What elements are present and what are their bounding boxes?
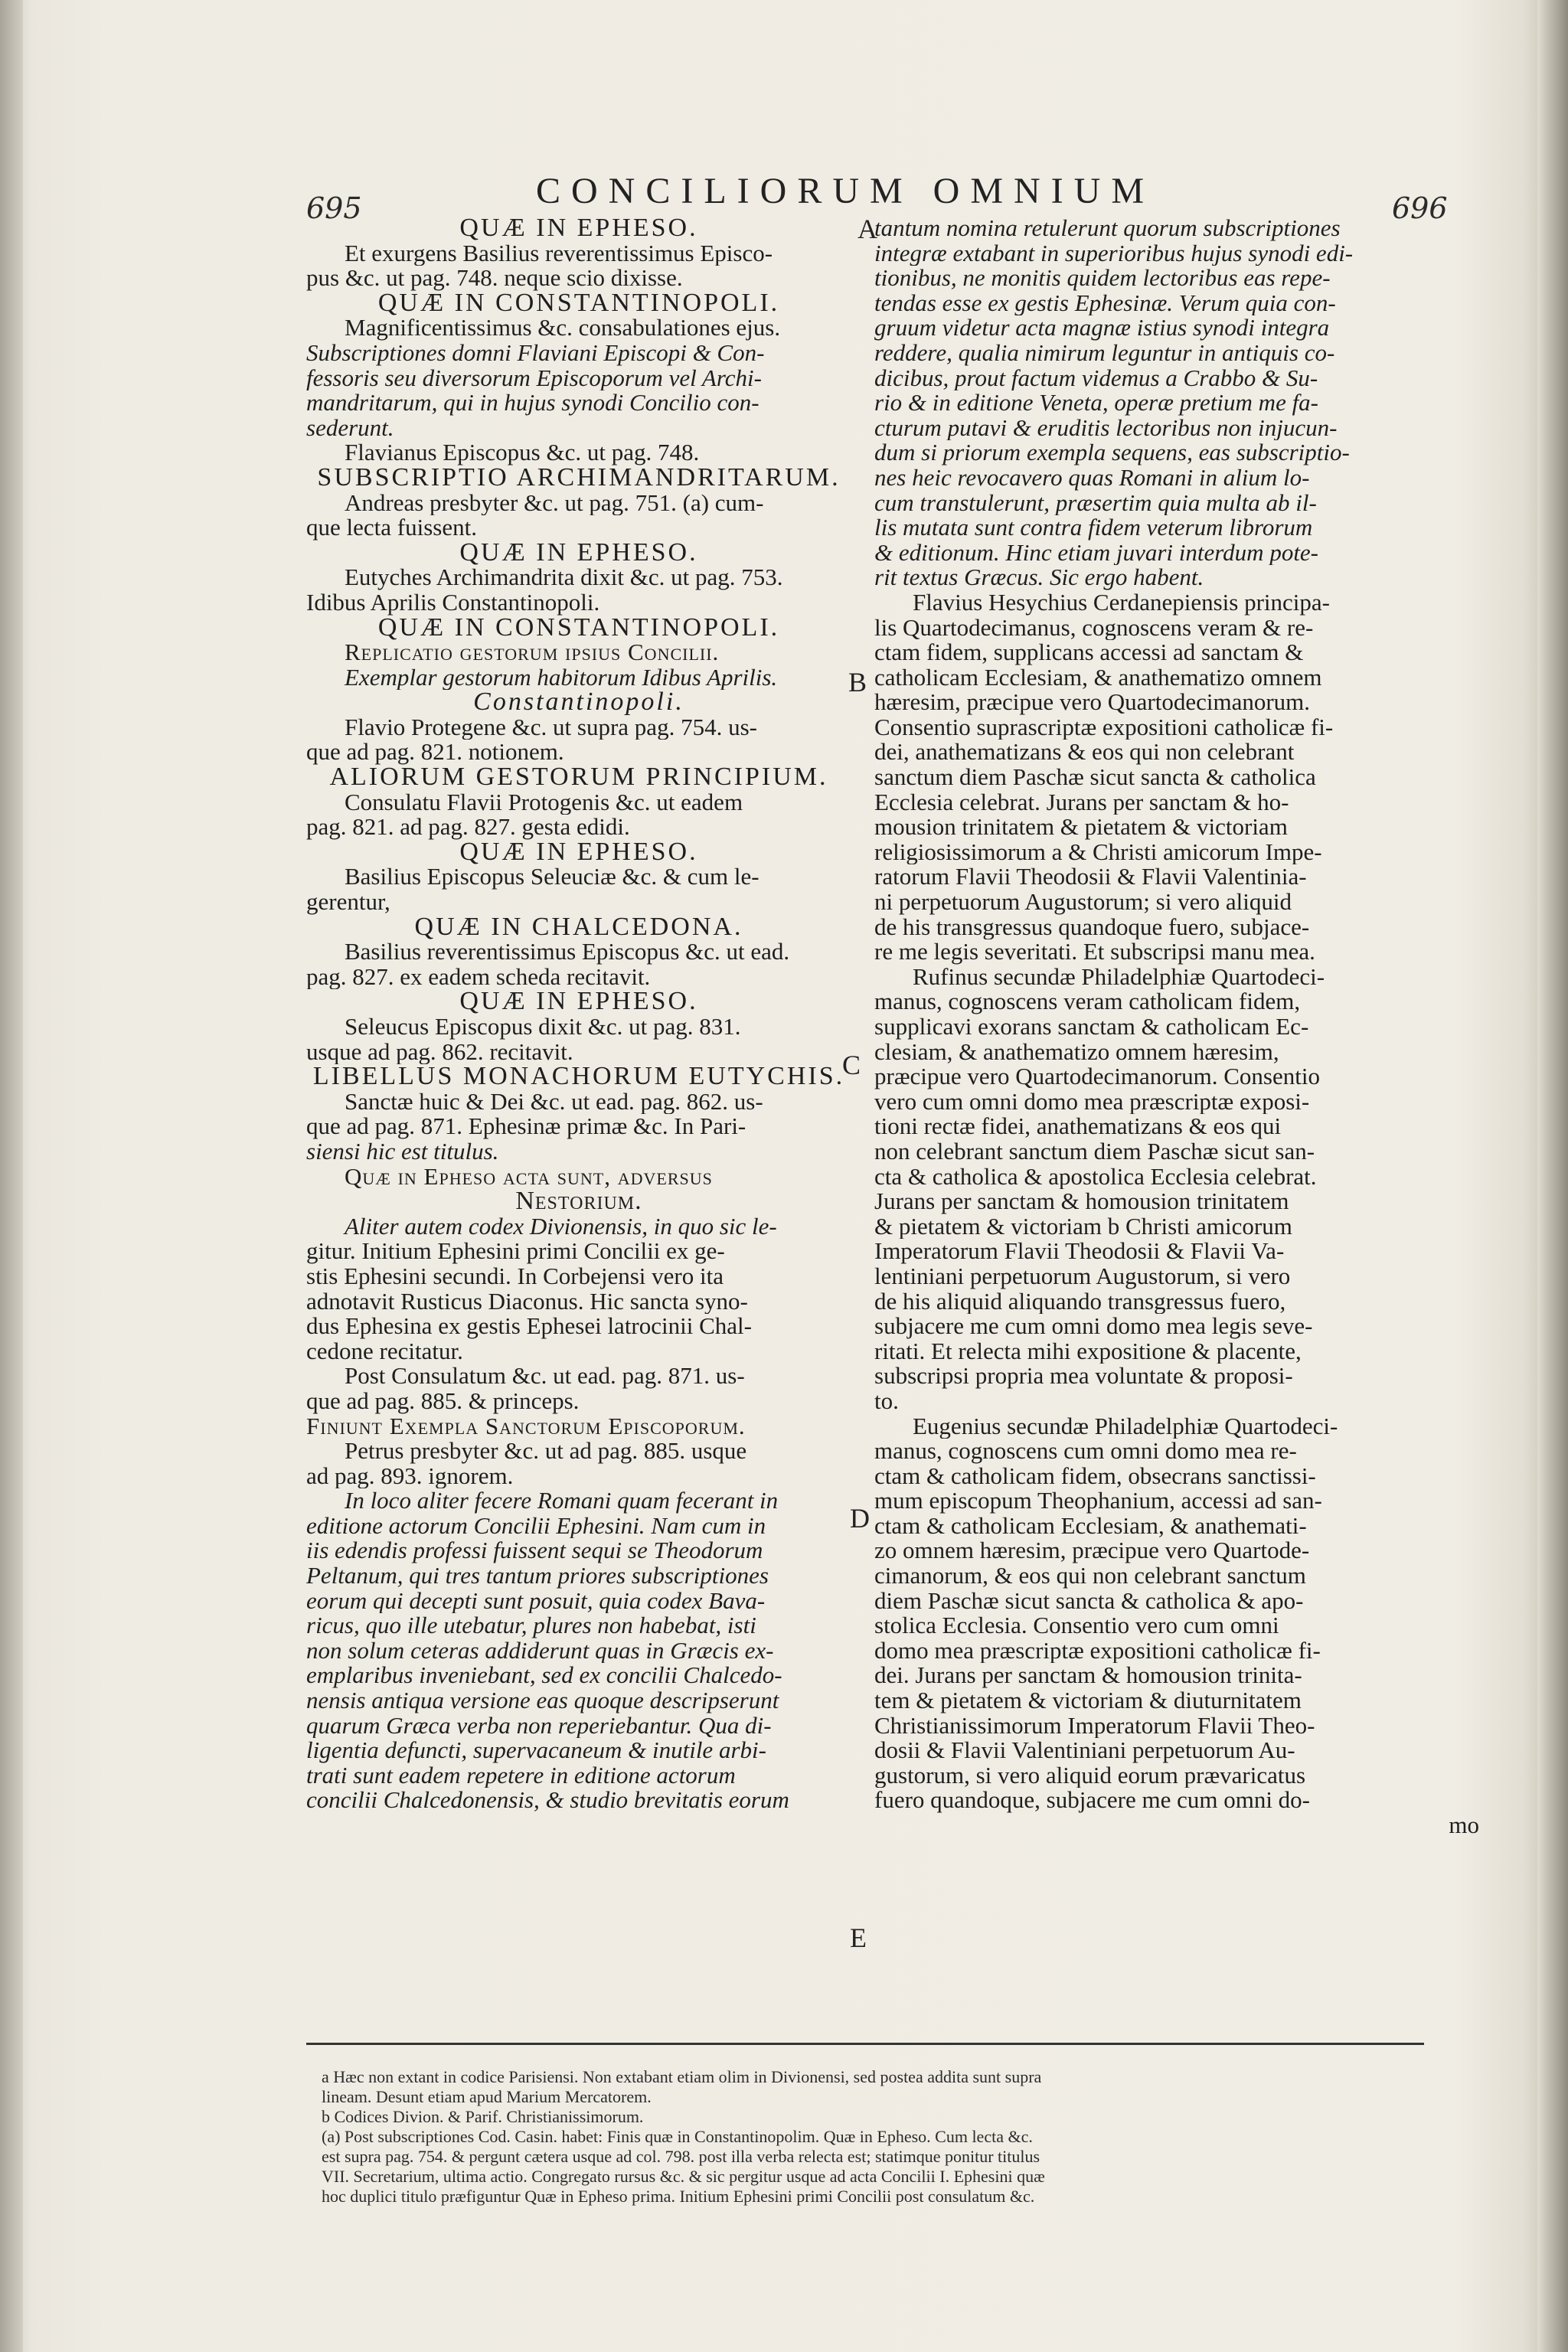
- text-line: Aliter autem codex Divionensis, in quo sic le-: [345, 1214, 777, 1240]
- footnote-line: (a) Post subscriptiones Cod. Casin. habet: Finis quæ in Constantinopolim. Quæ in Epheso. Cum lecta &c.: [322, 2127, 1033, 2146]
- text-line: usque ad pag. 862. recitavit.: [306, 1039, 573, 1065]
- text-line: Peltanum, qui tres tantum priores subscriptiones: [306, 1563, 769, 1589]
- text-line: Finiunt Exempla Sanctorum Episcoporum.: [306, 1413, 746, 1439]
- text-line: dicibus, prout factum videmus a Crabbo & Su-: [874, 365, 1318, 391]
- text-line: pag. 827. ex eadem scheda recitavit.: [306, 964, 651, 990]
- text-line: gruum videtur acta magnæ istius synodi integra: [874, 315, 1330, 341]
- text-line: lis Quartodecimanus, cognoscens veram & re-: [874, 615, 1314, 641]
- text-line: reddere, qualia nimirum leguntur in antiquis co-: [874, 340, 1335, 366]
- text-line: sanctum diem Paschæ sicut sancta & catholica: [874, 765, 1316, 790]
- text-line: Basilius reverentissimus Episcopus &c. ut ead.: [345, 939, 790, 965]
- section-heading: Constantinopoli.: [473, 690, 684, 715]
- text-line: tioni rectæ fidei, anathematizans & eos qui: [874, 1114, 1282, 1139]
- section-heading: QUÆ IN EPHESO.: [459, 839, 698, 865]
- text-line: Jurans per sanctam & homousion trinitatem: [874, 1189, 1289, 1214]
- text-line: manus, cognoscens cum omni domo mea re-: [874, 1439, 1297, 1464]
- section-heading: QUÆ IN EPHESO.: [459, 989, 698, 1014]
- text-line: que ad pag. 871. Ephesinæ primæ &c. In Pari-: [306, 1114, 746, 1139]
- text-line: ad pag. 893. ignorem.: [306, 1463, 514, 1489]
- section-heading: QUÆ IN CHALCEDONA.: [414, 914, 743, 940]
- text-line: mousion trinitatem & pietatem & victoriam: [874, 815, 1288, 840]
- text-line: ctam fidem, supplicans accessi ad sanctam &: [874, 640, 1304, 665]
- text-line: Rufinus secundæ Philadelphiæ Quartodeci-: [913, 964, 1325, 990]
- text-line: Basilius Episcopus Seleuciæ &c. & cum le-: [345, 864, 760, 890]
- text-line: Christianissimorum Imperatorum Flavii Theo-: [874, 1713, 1315, 1739]
- text-line: cimanorum, & eos qui non celebrant sanctum: [874, 1563, 1306, 1589]
- text-line: Post Consulatum &c. ut ead. pag. 871. us-: [345, 1364, 745, 1389]
- text-line: non celebrant sanctum diem Paschæ sicut san-: [874, 1138, 1315, 1165]
- text-line: Magnificentissimus &c. consabulationes ejus.: [345, 315, 781, 341]
- section-heading: QUÆ IN CONSTANTINOPOLI.: [377, 615, 780, 641]
- text-line: concilii Chalcedonensis, & studio brevitatis eorum: [306, 1788, 789, 1813]
- text-line: In loco aliter fecere Romani quam fecerant in: [345, 1488, 779, 1514]
- text-line: que ad pag. 821. notionem.: [306, 740, 564, 766]
- text-line: Quæ in Epheso acta sunt, adversus: [345, 1164, 713, 1190]
- footnote-rule: [306, 2043, 1424, 2045]
- text-line: subscripsi propria mea voluntate & proposi-: [874, 1364, 1293, 1389]
- text-line: præcipue vero Quartodecimanorum. Consentio: [874, 1064, 1320, 1089]
- footnotes: [322, 2067, 1432, 2207]
- text-line: emplaribus inveniebant, sed ex concilii Chalcedo-: [306, 1663, 782, 1689]
- text-line: tendas esse ex gestis Ephesinæ. Verum quia con-: [874, 290, 1336, 316]
- text-line: sederunt.: [306, 415, 394, 441]
- footnote-line: VII. Secretarium, ultima actio. Congregato rursus &c. & sic pergitur usque ad acta Concilii I. Ephesini quæ: [322, 2167, 1045, 2186]
- text-line: Consentio suprascriptæ expositioni catholicæ fi-: [874, 714, 1334, 740]
- text-line: manus, cognoscens veram catholicam fidem,: [874, 989, 1301, 1014]
- text-line: tem & pietatem & victoriam & diuturnitatem: [874, 1688, 1302, 1713]
- section-heading: QUÆ IN EPHESO.: [459, 540, 698, 566]
- text-line: zo omnem hæresim, præcipue vero Quartode-: [874, 1538, 1310, 1564]
- text-line: cta & catholica & apostolica Ecclesia celebrat.: [874, 1164, 1317, 1190]
- text-line: non solum ceteras addiderunt quas in Græcis ex-: [306, 1638, 774, 1664]
- text-line: cum transtulerunt, præsertim quia multa ab il-: [874, 490, 1317, 516]
- text-line: Imperatorum Flavii Theodosii & Flavii Va-: [874, 1239, 1285, 1264]
- text-line: nensis antiqua versione eas quoque descripserunt: [306, 1688, 779, 1713]
- footnote-line: hoc duplici titulo præfiguntur Quæ in Epheso prima. Initium Ephesini primi Concilii post consulatum &c.: [322, 2187, 1035, 2206]
- text-line: ctam & catholicam Ecclesiam, & anathemati-: [874, 1513, 1307, 1539]
- text-line: gitur. Initium Ephesini primi Concilii ex ge-: [306, 1239, 725, 1264]
- text-line: que ad pag. 885. & princeps.: [306, 1388, 580, 1414]
- text-line: to.: [874, 1388, 899, 1414]
- text-line: ritati. Et relecta mihi expositione & placente,: [874, 1338, 1302, 1364]
- text-line: dei. Jurans per sanctam & homousion trinita-: [874, 1663, 1302, 1689]
- text-line: Flavio Protegene &c. ut supra pag. 754. us-: [345, 714, 757, 740]
- text-line: Eugenius secundæ Philadelphiæ Quartodeci-: [913, 1413, 1338, 1439]
- text-line: Flavianus Episcopus &c. ut pag. 748.: [345, 440, 700, 466]
- text-line: rio & in editione Veneta, operæ pretium me fa-: [874, 390, 1319, 416]
- text-line: dum si priorum exempla sequens, eas subscriptio-: [874, 440, 1350, 466]
- text-line: & pietatem & victoriam b Christi amicorum: [874, 1214, 1292, 1240]
- text-line: ni perpetuorum Augustorum; si vero aliquid: [874, 890, 1292, 915]
- text-line: tionibus, ne monitis quidem lectoribus eas repe-: [874, 266, 1331, 291]
- text-line: fuero quandoque, subjacere me cum omni do-: [874, 1788, 1311, 1813]
- text-line: de his aliquid aliquando transgressus fuero,: [874, 1289, 1286, 1315]
- text-line: tantum nomina retulerunt quorum subscriptiones: [874, 216, 1341, 241]
- text-line: Replicatio gestorum ipsius Concilii.: [345, 640, 720, 665]
- margin-letter-c: C: [842, 1050, 861, 1080]
- text-line: cturum putavi & eruditis lectoribus non injucun-: [874, 415, 1338, 441]
- text-line: Consulatu Flavii Protogenis &c. ut eadem: [345, 789, 743, 815]
- text-line: ctam & catholicam fidem, obsecrans sanctissi-: [874, 1463, 1316, 1489]
- text-line: iis edendis professi fuissent sequi se Theodorum: [306, 1538, 763, 1564]
- text-line: re me legis severitati. Et subscripsi manu mea.: [874, 939, 1315, 965]
- text-line: lis mutata sunt contra fidem veterum librorum: [874, 515, 1313, 541]
- footnote-line: a Hæc non extant in codice Parisiensi. Non extabant etiam olim in Divionensi, sed postea addita sunt supra: [322, 2067, 1042, 2086]
- text-line: Idibus Aprilis Constantinopoli.: [306, 590, 600, 616]
- running-head: CONCILIORUM OMNIUM: [536, 171, 1155, 211]
- text-line: religiosissimorum a & Christi amicorum Impe-: [874, 839, 1322, 865]
- text-line: editione actorum Concilii Ephesini. Nam cum in: [306, 1513, 766, 1539]
- text-line: Eutyches Archimandrita dixit &c. ut pag. 753.: [345, 565, 783, 590]
- section-heading: SUBSCRIPTIO ARCHIMANDRITARUM.: [317, 465, 841, 491]
- text-line: rit textus Græcus. Sic ergo habent.: [874, 565, 1204, 590]
- left-column: [306, 216, 851, 1813]
- text-line: fessoris seu diversorum Episcoporum vel Archi-: [306, 365, 762, 391]
- text-line: diem Paschæ sicut sancta & catholica & apo-: [874, 1588, 1304, 1614]
- section-heading: QUÆ IN EPHESO.: [459, 216, 698, 241]
- text-line: ratorum Flavii Theodosii & Flavii Valentinia-: [874, 864, 1307, 890]
- text-line: quarum Græca verba non reperiebantur. Qua di-: [306, 1713, 772, 1739]
- text-line: clesiam, & anathematizo omnem hæresim,: [874, 1039, 1279, 1065]
- text-line: dei, anathematizans & eos qui non celebrant: [874, 740, 1295, 766]
- text-line: mandritarum, qui in hujus synodi Concilio con-: [306, 390, 760, 416]
- text-line: trati sunt eadem repetere in editione actorum: [306, 1762, 736, 1788]
- text-line: que lecta fuissent.: [306, 515, 477, 541]
- text-line: gustorum, si vero aliquid eorum prævaricatus: [874, 1762, 1306, 1788]
- text-line: subjacere me cum omni domo mea legis seve-: [874, 1314, 1313, 1339]
- text-line: de his transgressus quandoque fuero, subjace-: [874, 914, 1310, 940]
- text-line: ligentia defuncti, supervacaneum & inutile arbi-: [306, 1738, 766, 1763]
- text-line: stolica Ecclesia. Consentio vero cum omni: [874, 1613, 1279, 1638]
- right-page-number: 696: [1392, 191, 1448, 225]
- text-line: integræ extabant in superioribus hujus synodi edi-: [874, 240, 1354, 266]
- text-line: ricus, quo ille utebatur, plures non habebat, isti: [306, 1613, 756, 1638]
- text-line: Ecclesia celebrat. Jurans per sanctam & ho-: [874, 789, 1289, 815]
- text-line: adnotavit Rusticus Diaconus. Hic sancta syno-: [306, 1289, 748, 1315]
- text-line: dus Ephesina ex gestis Ephesei latrocinii Chal-: [306, 1314, 752, 1339]
- text-line: pag. 821. ad pag. 827. gesta edidi.: [306, 815, 630, 840]
- text-line: supplicavi exorans sanctam & catholicam Ec-: [874, 1014, 1309, 1040]
- right-column: [874, 216, 1479, 1838]
- text-line: Andreas presbyter &c. ut pag. 751. (a) cum-: [345, 490, 764, 516]
- section-heading: Nestorium.: [515, 1189, 642, 1214]
- text-line: Et exurgens Basilius reverentissimus Episco-: [345, 240, 773, 266]
- text-line: Petrus presbyter &c. ut ad pag. 885. usque: [345, 1439, 747, 1464]
- text-line: dosii & Flavii Valentiniani perpetuorum Au-: [874, 1738, 1295, 1763]
- footnote-line: lineam. Desunt etiam apud Marium Mercatorem.: [322, 2087, 652, 2106]
- text-line: hæresim, præcipue vero Quartodecimanorum.: [874, 690, 1311, 715]
- text-line: Subscriptiones domni Flaviani Episcopi & Con-: [306, 340, 765, 366]
- margin-letter-d: D: [850, 1503, 870, 1534]
- text-line: & editionum. Hinc etiam juvari interdum pote-: [874, 540, 1319, 566]
- text-line: stis Ephesini secundi. In Corbejensi vero ita: [306, 1263, 724, 1289]
- footnote-line: est supra pag. 754. & pergunt cætera usque ad col. 798. post illa verba relecta est; statimque ponitur titulus: [322, 2147, 1040, 2166]
- text-line: eorum qui decepti sunt posuit, quia codex Bava-: [306, 1588, 766, 1614]
- text-line: domo mea præscriptæ expositioni catholicæ fi-: [874, 1638, 1321, 1664]
- text-line: Exemplar gestorum habitorum Idibus Aprilis.: [345, 665, 778, 691]
- text-line: nes heic revocavero quas Romani in alium lo-: [874, 465, 1310, 491]
- text-line: siensi hic est titulus.: [306, 1138, 499, 1165]
- text-line: Seleucus Episcopus dixit &c. ut pag. 831.: [345, 1014, 741, 1040]
- left-page-number: 695: [306, 191, 362, 225]
- section-heading: QUÆ IN CONSTANTINOPOLI.: [377, 290, 780, 316]
- text-line: vero cum omni domo mea præscriptæ exposi-: [874, 1089, 1310, 1115]
- text-line: mum episcopum Theophanium, accessi ad san-: [874, 1488, 1322, 1514]
- text-line: catholicam Ecclesiam, & anathematizo omnem: [874, 665, 1322, 691]
- margin-letter-e: E: [850, 1922, 867, 1953]
- text-line: gerentur,: [306, 890, 390, 915]
- section-heading: ALIORUM GESTORUM PRINCIPIUM.: [329, 765, 828, 790]
- text-line: pus &c. ut pag. 748. neque scio dixisse.: [306, 266, 683, 291]
- text-line: cedone recitatur.: [306, 1338, 463, 1364]
- section-heading: LIBELLUS MONACHORUM EUTYCHIS.: [312, 1064, 845, 1089]
- text-line: Flavius Hesychius Cerdanepiensis principa-: [913, 590, 1330, 616]
- text-line: lentiniani perpetuorum Augustorum, si vero: [874, 1263, 1291, 1289]
- margin-letter-b: B: [848, 667, 867, 697]
- text-line: mo: [1449, 1813, 1479, 1838]
- text-line: Sanctæ huic & Dei &c. ut ead. pag. 862. us-: [345, 1089, 763, 1115]
- footnote-line: b Codices Divion. & Parif. Christianissimorum.: [322, 2107, 644, 2126]
- margin-letter-a: A: [858, 214, 877, 244]
- book-gutter: [0, 0, 23, 2352]
- page-edge: [1537, 0, 1568, 2352]
